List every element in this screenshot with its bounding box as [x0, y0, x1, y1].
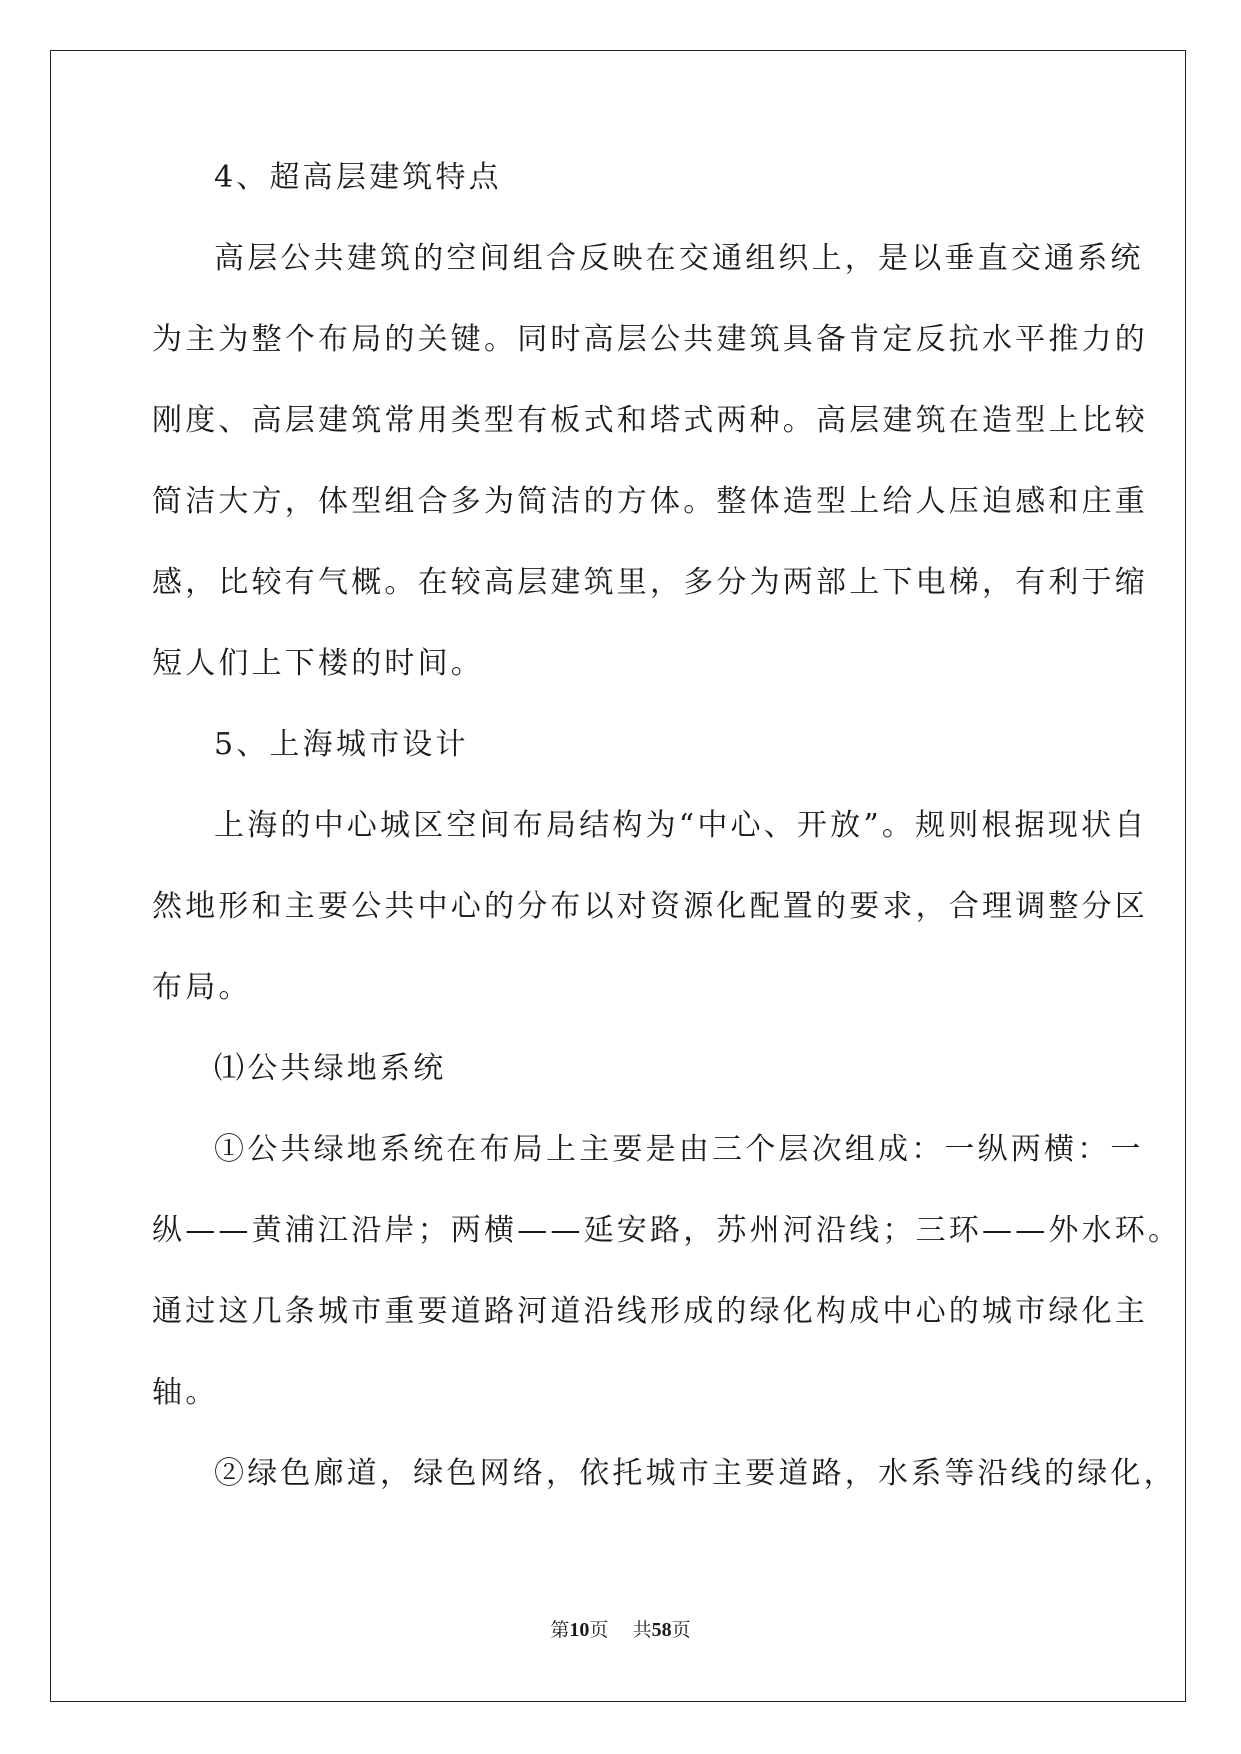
paragraph-line: 然地形和主要公共中心的分布以对资源化配置的要求，合理调整分区 — [152, 889, 1148, 924]
paragraph-line: ②绿色廊道，绿色网络，依托城市主要道路，水系等沿线的绿化， — [214, 1456, 1177, 1491]
footer-middle: 页 共 — [589, 1619, 652, 1641]
paragraph-line: 感，比较有气概。在较高层建筑里，多分为两部上下电梯，有利于缩 — [152, 565, 1148, 600]
heading-shanghai-urban-design: 5、上海城市设计 — [214, 727, 469, 762]
paragraph-line: 高层公共建筑的空间组合反映在交通组织上，是以垂直交通系统 — [214, 241, 1144, 276]
document-body — [152, 158, 1182, 1535]
paragraph-line: 短人们上下楼的时间。 — [152, 646, 484, 681]
paragraph-line: 为主为整个布局的关键。同时高层公共建筑具备肯定反抗水平推力的 — [152, 322, 1148, 357]
paragraph-line: 布局。 — [152, 970, 252, 1005]
page-footer — [0, 1618, 1241, 1642]
heading-public-green-system: ⑴公共绿地系统 — [214, 1051, 447, 1086]
paragraph-line: ①公共绿地系统在布局上主要是由三个层次组成：一纵两横：一 — [214, 1132, 1144, 1167]
footer-prefix: 第 — [550, 1619, 570, 1641]
paragraph-line: 上海的中心城区空间布局结构为“中心、开放”。规则根据现状自 — [214, 808, 1148, 843]
paragraph-line: 纵——黄浦江沿岸；两横——延安路，苏州河沿线；三环——外水环。 — [152, 1213, 1182, 1248]
heading-skyscraper-features: 4、超高层建筑特点 — [214, 160, 502, 195]
paragraph-line: 简洁大方，体型组合多为简洁的方体。整体造型上给人压迫感和庄重 — [152, 484, 1148, 519]
paragraph-line: 通过这几条城市重要道路河道沿线形成的绿化构成中心的城市绿化主 — [152, 1294, 1148, 1329]
paragraph-line: 刚度、高层建筑常用类型有板式和塔式两种。高层建筑在造型上比较 — [152, 403, 1148, 438]
footer-suffix: 页 — [671, 1619, 691, 1641]
paragraph-line: 轴。 — [152, 1375, 219, 1410]
total-page-number: 58 — [651, 1619, 672, 1641]
current-page-number: 10 — [569, 1619, 590, 1641]
